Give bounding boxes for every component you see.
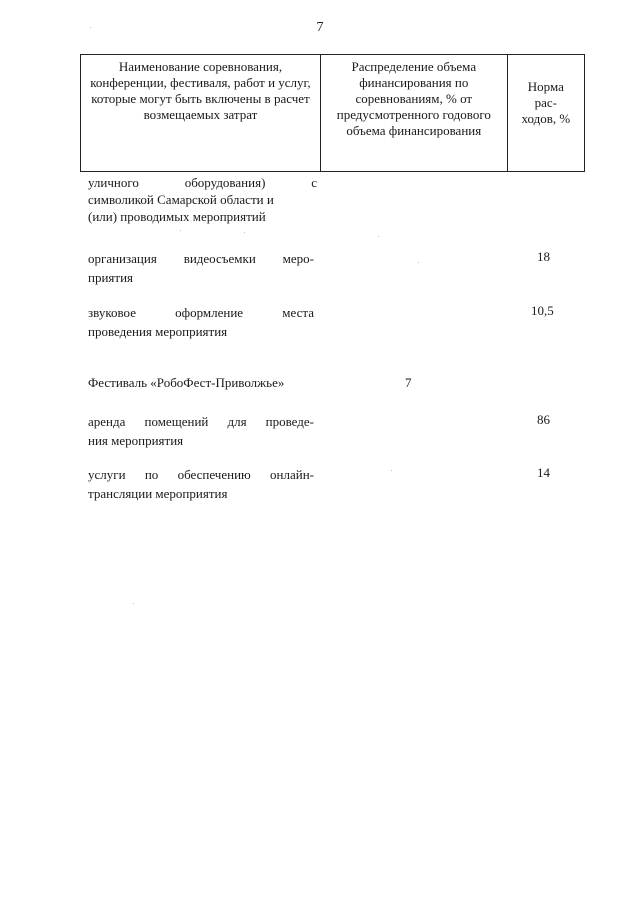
- scan-speck: [133, 603, 134, 604]
- row-online-broadcast: [88, 465, 314, 503]
- row-text-line-2: ния мероприятия: [88, 433, 184, 448]
- row-norm-value: 10,5: [531, 303, 554, 318]
- row-sound-design: [88, 303, 314, 341]
- festival-name: Фестиваль «РобоФест-Приволжье»: [88, 375, 285, 390]
- continuation-line-3: (или) проводимых мероприятий: [88, 209, 266, 224]
- header-cell-name: Наименование соревнования, конференции, фестиваля, работ и услуг, которые могут быть включены в расчет возмещаемых затрат: [81, 55, 321, 172]
- continuation-line-2: символикой Самарской области и: [88, 192, 274, 207]
- scan-speck: [391, 470, 392, 471]
- row-text-line-1: звуковое оформление места: [88, 305, 314, 320]
- header-norm-line-3: ходов, %: [521, 111, 571, 126]
- row-text-line-1: аренда помещений для проведе-: [88, 414, 314, 429]
- expense-table-header: [80, 54, 585, 172]
- scan-speck: [244, 232, 245, 233]
- page-number: 7: [316, 20, 324, 35]
- header-norm-line-2: рас-: [534, 95, 558, 110]
- scan-speck: [378, 236, 379, 237]
- row-norm-value: 86: [537, 412, 550, 427]
- scan-speck: [90, 27, 91, 28]
- header-norm-line-1: Норма: [527, 79, 564, 94]
- row-video-recording: [88, 249, 314, 287]
- row-norm-value: 18: [537, 249, 550, 264]
- row-text-line-2: трансляции мероприятия: [88, 486, 228, 501]
- scan-speck: [418, 262, 419, 263]
- continuation-line-1: уличного оборудования) с: [88, 175, 317, 190]
- header-cell-norm: [507, 55, 584, 172]
- header-cell-distribution: Распределение объема финансирования по соревнованиям, % от предусмотренного годового объема финансирования: [320, 55, 507, 172]
- row-text-line-2: проведения мероприятия: [88, 324, 228, 339]
- row-norm-value: 14: [537, 465, 550, 480]
- row-text-line-2: приятия: [88, 270, 134, 285]
- continuation-text: [88, 174, 317, 225]
- scan-speck: [180, 230, 181, 231]
- festival-share-value: 7: [405, 375, 412, 390]
- row-text-line-1: организация видеосъемки меро-: [88, 251, 314, 266]
- row-premises-rental: [88, 412, 314, 450]
- row-text-line-1: услуги по обеспечению онлайн-: [88, 467, 314, 482]
